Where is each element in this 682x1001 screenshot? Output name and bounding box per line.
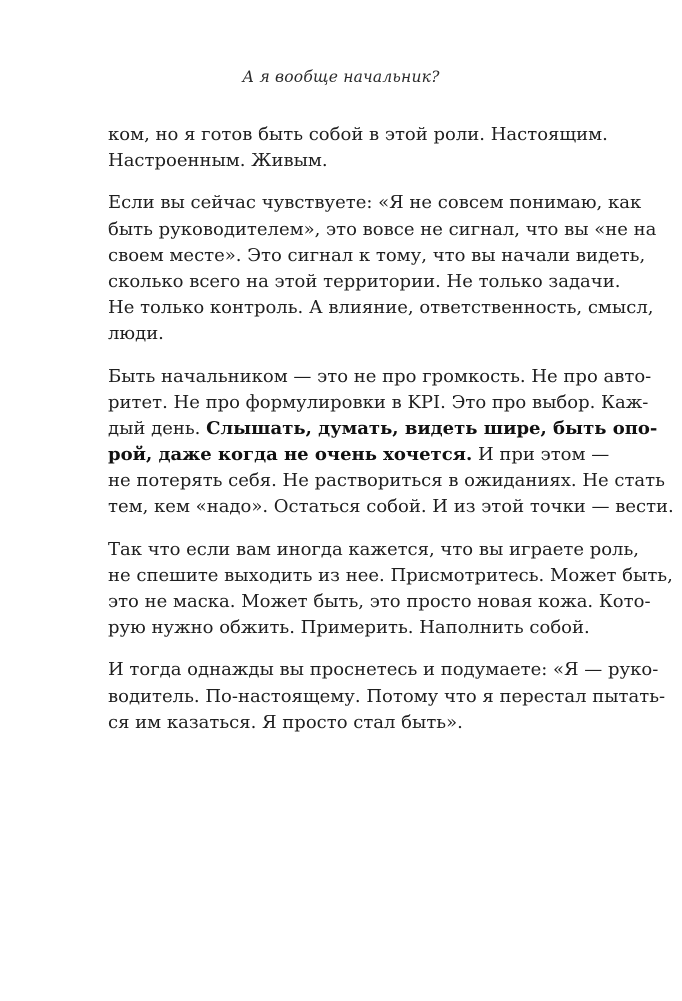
text-line-mixed (108, 416, 658, 442)
text-line: Если вы сейчас чувствуете: «Я не совсем понимаю, как (108, 192, 642, 214)
body-text (108, 122, 674, 752)
text-line: водитель. По-настоящему. Потому что я перестал пытать- (108, 685, 666, 707)
text-line: не потерять себя. Не раствориться в ожиданиях. Не стать (108, 470, 665, 492)
text-line: Так что если вам иногда кажется, что вы играете роль, (108, 538, 640, 560)
paragraph-4 (108, 537, 673, 642)
text-line: не спешите выходить из нее. Присмотритесь. Может быть, (108, 564, 673, 586)
text-line: И тогда однажды вы проснетесь и подумаете: «Я — руко- (108, 659, 659, 681)
paragraph-1 (108, 122, 608, 174)
text-line: Быть начальником — это не про громкость. Не про авто- (108, 365, 652, 387)
paragraph-3 (108, 364, 674, 521)
text-line-mixed (108, 442, 610, 468)
paragraph-2 (108, 190, 657, 347)
text-run: дый день. (108, 417, 201, 439)
text-line: ритет. Не про формулировки в KPI. Это про выбор. Каж- (108, 391, 649, 413)
text-line: ком, но я готов быть собой в этой роли. Настоящим. (108, 124, 608, 145)
text-line: тем, кем «надо». Остаться собой. И из этой точки — вести. (108, 496, 674, 518)
text-line: люди. (108, 323, 164, 345)
text-run: И при этом — (477, 444, 610, 466)
text-line: сколько всего на этой территории. Не только задачи. (108, 270, 621, 292)
text-line: ся им казаться. Я просто стал быть». (108, 711, 463, 733)
text-line: Настроенным. Живым. (108, 150, 328, 172)
text-line: быть руководителем», это вовсе не сигнал, что вы «не на (108, 218, 657, 240)
text-line: рую нужно обжить. Примерить. Наполнить собой. (108, 617, 590, 639)
text-line: Не только контроль. А влияние, ответственность, смысл, (108, 297, 654, 319)
paragraph-5 (108, 657, 666, 736)
bold-text-run: Слышать, думать, видеть шире, быть опо- (206, 417, 658, 439)
bold-text-run: рой, даже когда не очень хочется. (108, 444, 473, 466)
running-title: А я вообще начальник? (242, 68, 440, 86)
text-line: это не маска. Может быть, это просто новая кожа. Кото- (108, 591, 651, 612)
text-line: своем месте». Это сигнал к тому, что вы начали видеть, (108, 244, 646, 266)
